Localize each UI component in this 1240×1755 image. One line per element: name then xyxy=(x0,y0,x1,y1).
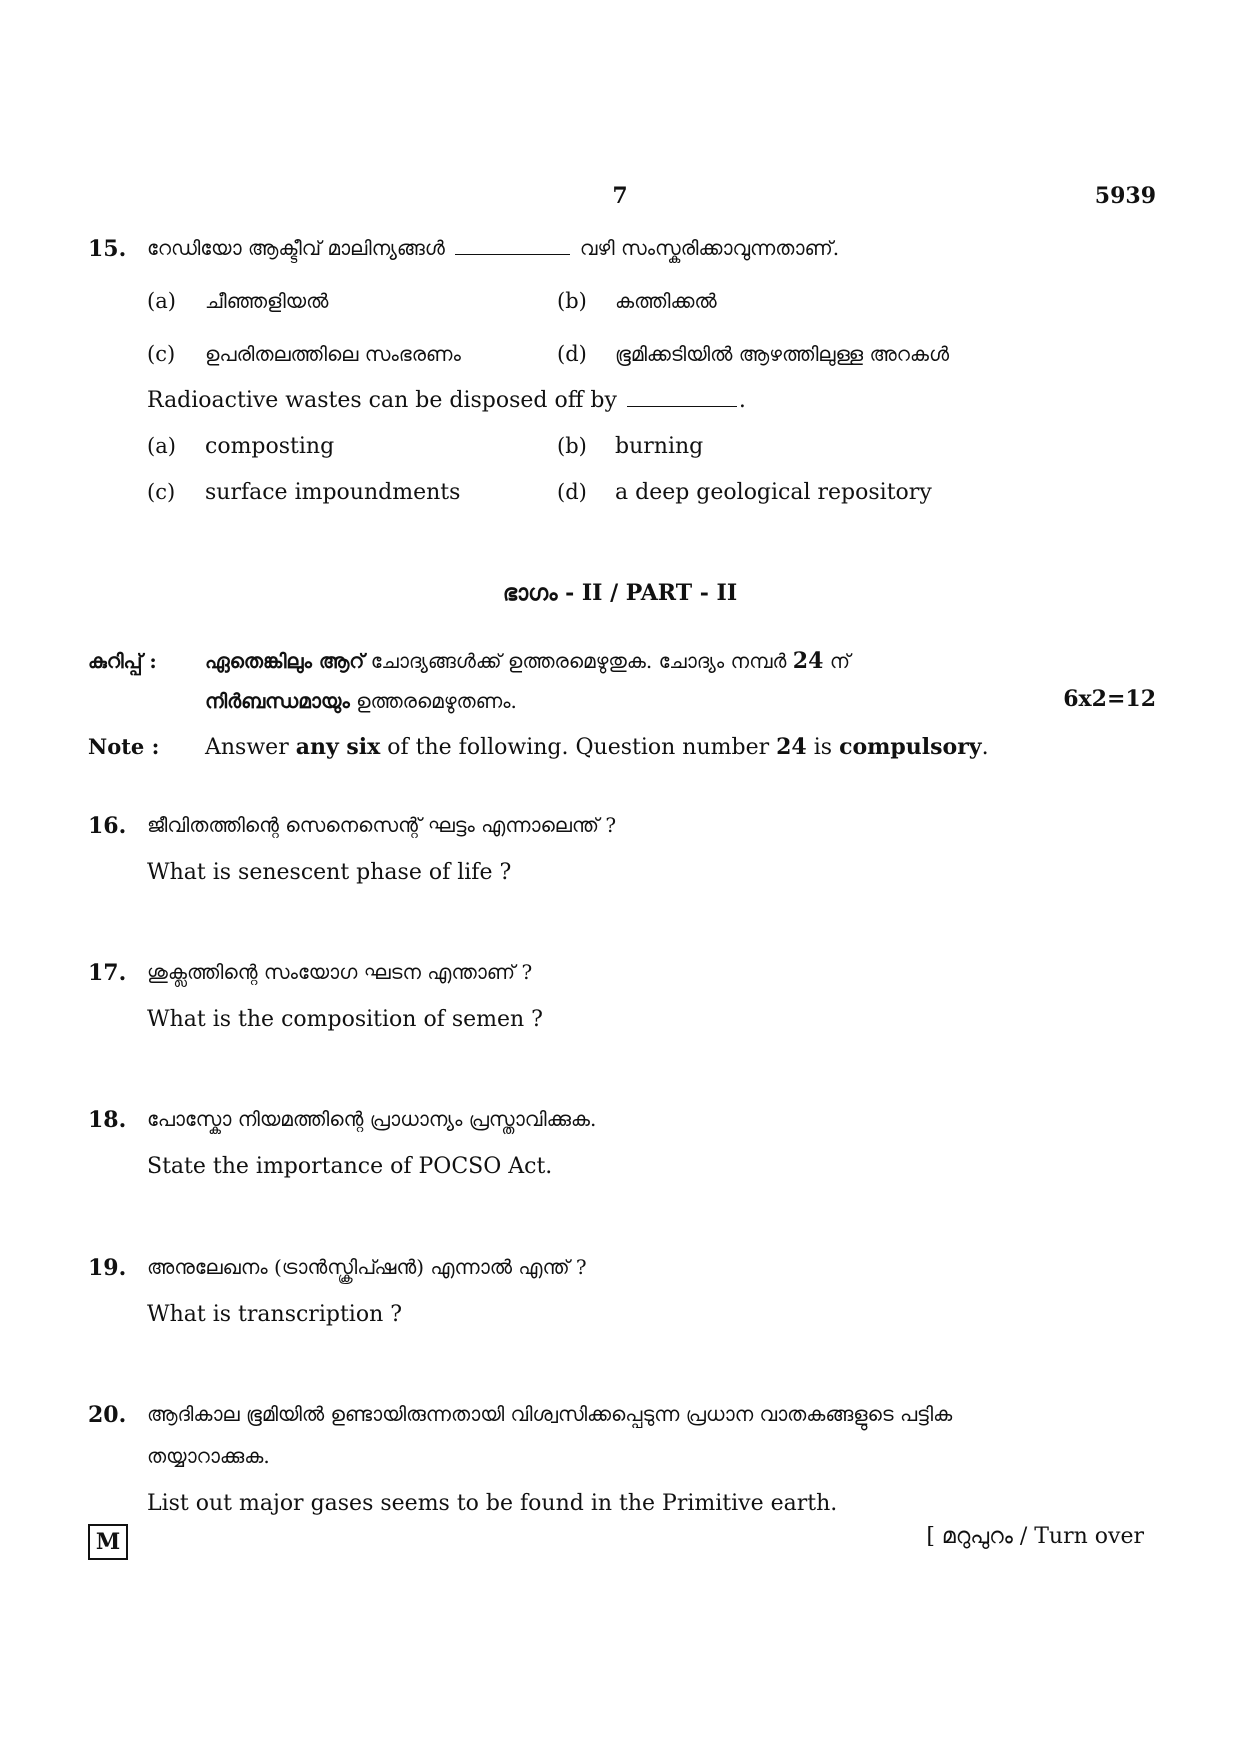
question-16-number: 16. xyxy=(88,813,127,839)
q15-ml-option-d-letter: (d) xyxy=(557,342,587,366)
question-20-ml-line1: ആദികാല ഭൂമിയിൽ ഉണ്ടായിരുന്നതായി വിശ്വസിക്കപ്പെടുന്ന പ്രധാന വാതകങ്ങളുടെ പട്ടിക xyxy=(147,1402,953,1426)
q15-en-option-a-letter: (a) xyxy=(147,434,176,458)
q15-ml-after: വഴി സംസ്കരിക്കാവുന്നതാണ്. xyxy=(579,236,840,260)
note-ml-label: കുറിപ്പ് : xyxy=(88,649,157,673)
question-20-ml-line2: തയ്യാറാക്കുക. xyxy=(147,1444,270,1468)
note-ml-question-number: 24 xyxy=(792,648,824,674)
question-19-ml-text: അനുലേഖനം (ട്രാൻസ്ക്രിപ്ഷൻ) എന്നാൽ എന്ത് ? xyxy=(147,1255,587,1279)
q15-ml-option-a: ചീഞ്ഞളിയൽ xyxy=(205,289,329,313)
question-20-number: 20. xyxy=(88,1402,127,1428)
question-19-en-text: What is transcription ? xyxy=(147,1302,403,1327)
q15-en-after: . xyxy=(738,388,746,413)
answer-blank xyxy=(455,254,570,255)
q15-en-option-d: a deep geological repository xyxy=(615,480,932,505)
question-19-number: 19. xyxy=(88,1255,127,1281)
q15-ml-option-c: ഉപരിതലത്തിലെ സംഭരണം xyxy=(205,342,461,366)
q15-en-option-a: composting xyxy=(205,434,335,459)
q15-ml-option-b: കത്തിക്കൽ xyxy=(615,289,717,313)
note-ml-line1 xyxy=(205,647,1145,675)
question-15-number: 15. xyxy=(88,236,127,262)
note-en-text xyxy=(205,733,989,762)
note-ml-line2 xyxy=(205,687,517,715)
q15-ml-option-a-letter: (a) xyxy=(147,289,176,313)
note-ml-bold-compulsory: നിർബന്ധമായും xyxy=(205,689,350,713)
q15-ml-option-b-letter: (b) xyxy=(557,289,587,313)
note-en-bold-compulsory: compulsory xyxy=(839,734,982,760)
question-20-en-text: List out major gases seems to be found in the Primitive earth. xyxy=(147,1491,838,1516)
q15-en-option-c-letter: (c) xyxy=(147,480,176,504)
q15-en-option-b-letter: (b) xyxy=(557,434,587,458)
question-18-number: 18. xyxy=(88,1107,127,1133)
q15-ml-before: റേഡിയോ ആക്ടീവ് മാലിന്യങ്ങൾ xyxy=(147,236,445,260)
page-number: 7 xyxy=(612,183,628,209)
paper-code: 5939 xyxy=(1094,183,1156,209)
q15-en-option-d-letter: (d) xyxy=(557,480,587,504)
question-17-ml-text: ശുക്ലത്തിന്റെ സംയോഗ ഘടന എന്താണ് ? xyxy=(147,960,533,984)
q15-ml-option-d: ഭൂമിക്കടിയിൽ ആഴത്തിലുള്ള അറകൾ xyxy=(615,342,950,366)
note-ml-bold-any-six: ഏതെങ്കിലും ആറ് xyxy=(205,649,365,673)
question-15-en-text xyxy=(147,387,746,415)
question-18-en-text: State the importance of POCSO Act. xyxy=(147,1154,553,1179)
note-en-bold-any-six: any six xyxy=(295,734,381,760)
question-17-number: 17. xyxy=(88,960,127,986)
question-15-ml-text xyxy=(147,234,839,262)
question-16-ml-text: ജീവിതത്തിന്റെ സെനെസെന്റ് ഘട്ടം എന്നാലെന്ത് ? xyxy=(147,813,617,837)
q15-en-before: Radioactive wastes can be disposed off by xyxy=(147,388,617,413)
note-ml-text-2: ന് xyxy=(829,649,851,673)
note-en-question-number: 24 xyxy=(776,734,807,760)
note-en-text-2: of the following. Question number xyxy=(387,735,770,760)
note-en-label: Note : xyxy=(88,734,160,759)
question-18-ml-text: പോസ്കോ നിയമത്തിന്റെ പ്രാധാന്യം പ്രസ്താവിക്കുക. xyxy=(147,1107,597,1131)
marks-allocation: 6x2=12 xyxy=(1063,686,1156,712)
question-16-en-text: What is senescent phase of life ? xyxy=(147,860,512,885)
part-heading: ഭാഗം - II / PART - II xyxy=(502,580,738,606)
paper-series-box: M xyxy=(88,1524,128,1560)
q15-ml-option-c-letter: (c) xyxy=(147,342,176,366)
note-en-text-4: . xyxy=(981,735,989,760)
note-ml-text-3: ഉത്തരമെഴുതണം. xyxy=(356,689,517,713)
q15-en-option-c: surface impoundments xyxy=(205,480,461,505)
note-en-text-3: is xyxy=(813,735,833,760)
note-en-text-1: Answer xyxy=(205,735,289,760)
answer-blank xyxy=(627,406,737,407)
note-ml-text-1: ചോദ്യങ്ങൾക്ക് ഉത്തരമെഴുതുക. ചോദ്യം നമ്പർ xyxy=(370,649,787,673)
turn-over-note: [ മറുപുറം / Turn over xyxy=(926,1524,1144,1549)
q15-en-option-b: burning xyxy=(615,434,704,459)
question-17-en-text: What is the composition of semen ? xyxy=(147,1007,543,1032)
